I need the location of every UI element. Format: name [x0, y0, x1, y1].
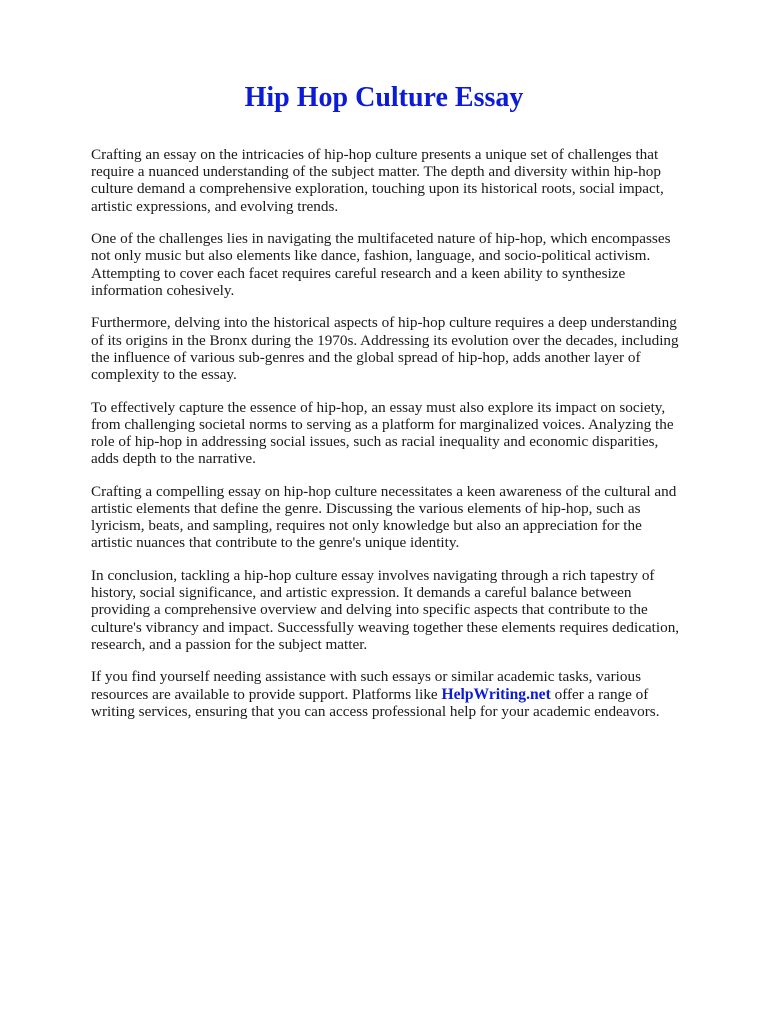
helpwriting-link[interactable]: HelpWriting.net [441, 685, 551, 703]
paragraph-multifaceted: One of the challenges lies in navigating the multifaceted nature of hip-hop, which encompasses not only music but also elements like dance, fashion, language, and socio-political activism. Attempting to cover each facet requires careful research and a keen ability to synthesize information cohesively. [91, 230, 671, 299]
paragraph-history: Furthermore, delving into the historical aspects of hip-hop culture requires a deep understanding of its origins in the Bronx during the 1970s. Addressing its evolution over the decades, including the influence of various sub-genres and the global spread of hip-hop, adds another layer of complexity to the essay. [91, 314, 679, 384]
paragraph-intro: Crafting an essay on the intricacies of hip-hop culture presents a unique set of challenges that require a nuanced understanding of the subject matter. The depth and diversity within hip-hop culture demand a comprehensive exploration, touching upon its historical roots, social impact, artistic expressions, and evolving trends. [91, 146, 664, 215]
paragraph-conclusion: In conclusion, tackling a hip-hop culture essay involves navigating through a rich tapestry of history, social significance, and artistic expression. It demands a careful balance between providing a comprehensive overview and delving into specific aspects that contribute to the culture's vibrancy and impact. Successfully weaving together these elements requires dedication, research, and a passion for the subject matter. [91, 567, 680, 653]
paragraph-closing [91, 668, 685, 720]
closing-text-before: If you find yourself needing assistance with such essays or similar academic tasks, various resources are available to provide support. Platforms like [91, 668, 641, 703]
paragraph-artistic: Crafting a compelling essay on hip-hop culture necessitates a keen awareness of the cultural and artistic elements that define the genre. Discussing the various elements of hip-hop, such as lyricism, beats, and sampling, requires not only knowledge but also an appreciation for the artistic nuances that contribute to the genre's unique identity. [91, 482, 677, 552]
closing-text-after: offer a range of writing services, ensuring that you can access professional help for your academic endeavors. [91, 685, 660, 720]
document-title: Hip Hop Culture Essay [244, 82, 524, 113]
document-body [91, 146, 685, 735]
paragraph-society: To effectively capture the essence of hip-hop, an essay must also explore its impact on society, from challenging societal norms to serving as a platform for marginalized voices. Analyzing the role of hip-hop in addressing social issues, such as racial inequality and economic disparities, adds depth to the narrative. [91, 398, 674, 468]
